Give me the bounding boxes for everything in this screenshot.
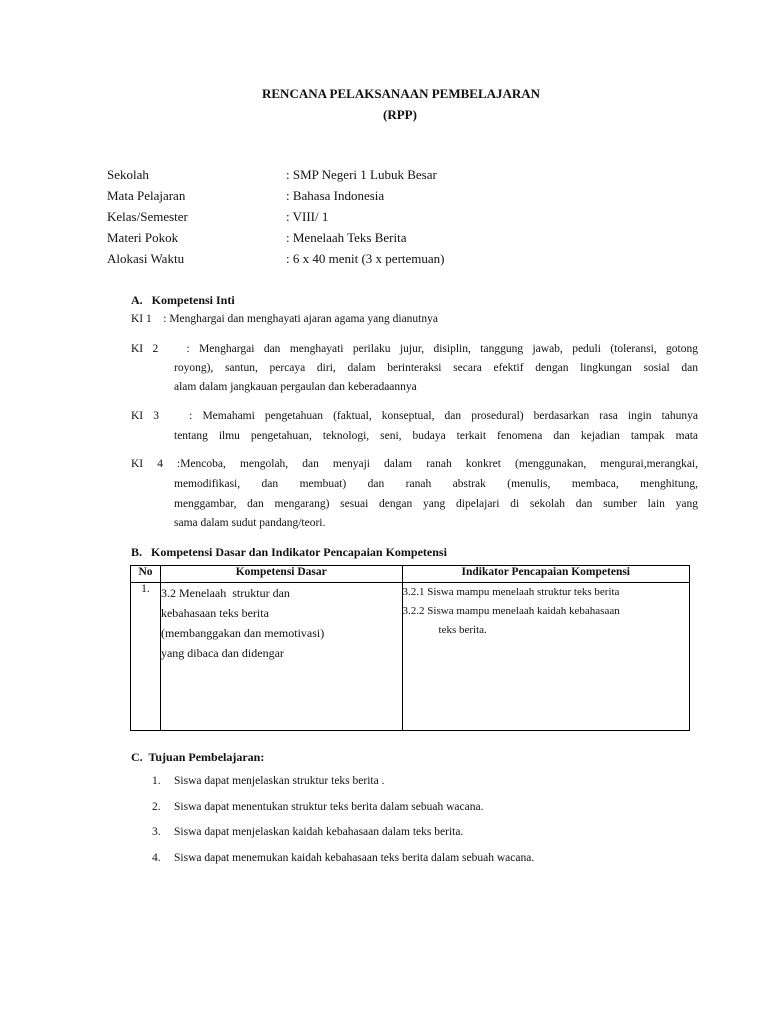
objective-text-1: Siswa dapat menjelaskan struktur teks berita . [174, 775, 385, 787]
indicator-line-1: 3.2.1 Siswa mampu menelaah struktur teks berita [402, 586, 620, 598]
objective-num-4: 4. [152, 852, 161, 864]
value-mata-pelajaran: : Bahasa Indonesia [286, 188, 385, 203]
ki4-line-1: KI 4 :Mencoba, mengolah, dan menyaji dalam ranah konkret (menggunakan, mengurai,merangkai, [131, 458, 698, 470]
ki4-line-4: sama dalam sudut pandang/teori. [174, 517, 326, 529]
ki2-line-1: KI 2 : Menghargai dan menghayati perilaku jujur, disiplin, tanggung jawab, peduli (toleransi, gotong [131, 343, 698, 355]
table-header-no: No [131, 566, 161, 583]
ki3-line-1: KI 3 : Memahami pengetahuan (faktual, konseptual, dan prosedural) berdasarkan rasa ingin tahunya [131, 410, 698, 422]
kd-line-1: 3.2 Menelaah struktur dan [160, 586, 290, 600]
competency-table [130, 565, 690, 731]
label-materi-pokok: Materi Pokok [107, 230, 179, 245]
section-c-heading: C. Tujuan Pembelajaran: [131, 750, 265, 764]
table-cell-no: 1. [131, 583, 161, 731]
objective-num-3: 3. [152, 826, 161, 838]
ki2-line-3: alam dalam jangkauan pergaulan dan keberadaannya [174, 381, 417, 393]
label-sekolah: Sekolah [107, 167, 149, 182]
document-title: RENCANA PELAKSANAAN PEMBELAJARAN [262, 86, 541, 101]
label-mata-pelajaran: Mata Pelajaran [107, 188, 186, 203]
section-b-heading: B. Kompetensi Dasar dan Indikator Pencapaian Kompetensi [131, 545, 447, 559]
objective-num-2: 2. [152, 801, 161, 813]
value-materi-pokok: : Menelaah Teks Berita [286, 230, 407, 245]
ki4-line-3: menggambar, dan mengarang) sesuai dengan yang dipelajari di sekolah dan sumber lain yang [174, 498, 698, 510]
indicator-line-2: 3.2.2 Siswa mampu menelaah kaidah kebahasaan [402, 605, 620, 617]
kd-line-3: (membanggakan dan memotivasi) [160, 626, 325, 640]
objective-text-4: Siswa dapat menemukan kaidah kebahasaan teks berita dalam sebuah wacana. [174, 852, 535, 864]
ki4-line-2: memodifikasi, dan membuat) dan ranah abstrak (menulis, membaca, menghitung, [174, 478, 698, 490]
label-alokasi-waktu: Alokasi Waktu [107, 251, 185, 266]
indicator-line-3: teks berita. [438, 624, 487, 636]
value-kelas-semester: : VIII/ 1 [286, 209, 329, 224]
kd-line-4: yang dibaca dan didengar [160, 646, 284, 660]
ki3-line-2: tentang ilmu pengetahuan, teknologi, seni, budaya terkait fenomena dan kejadian tampak mata [174, 430, 698, 442]
table-row [131, 583, 690, 731]
document-subtitle: (RPP) [383, 107, 417, 122]
table-header-row [131, 566, 690, 583]
value-sekolah: : SMP Negeri 1 Lubuk Besar [286, 167, 437, 182]
objective-text-2: Siswa dapat menentukan struktur teks berita dalam sebuah wacana. [174, 801, 484, 813]
objective-text-3: Siswa dapat menjelaskan kaidah kebahasaan dalam teks berita. [174, 826, 464, 838]
ki1-text: KI 1 : Menghargai dan menghayati ajaran agama yang dianutnya [131, 313, 438, 325]
kd-line-2: kebahasaan teks berita [160, 606, 269, 620]
table-cell-kd [160, 583, 402, 731]
label-kelas-semester: Kelas/Semester [107, 209, 188, 224]
table-header-indicator: Indikator Pencapaian Kompetensi [402, 566, 689, 583]
ki2-line-2: royong), santun, percaya diri, dalam berinteraksi secara efektif dengan lingkungan sosial dan [174, 362, 698, 374]
objective-num-1: 1. [152, 775, 161, 787]
table-cell-indicator [402, 583, 689, 731]
value-alokasi-waktu: : 6 x 40 menit (3 x pertemuan) [286, 251, 445, 266]
section-a-heading: A. Kompetensi Inti [131, 293, 235, 307]
table-header-kd: Kompetensi Dasar [160, 566, 402, 583]
